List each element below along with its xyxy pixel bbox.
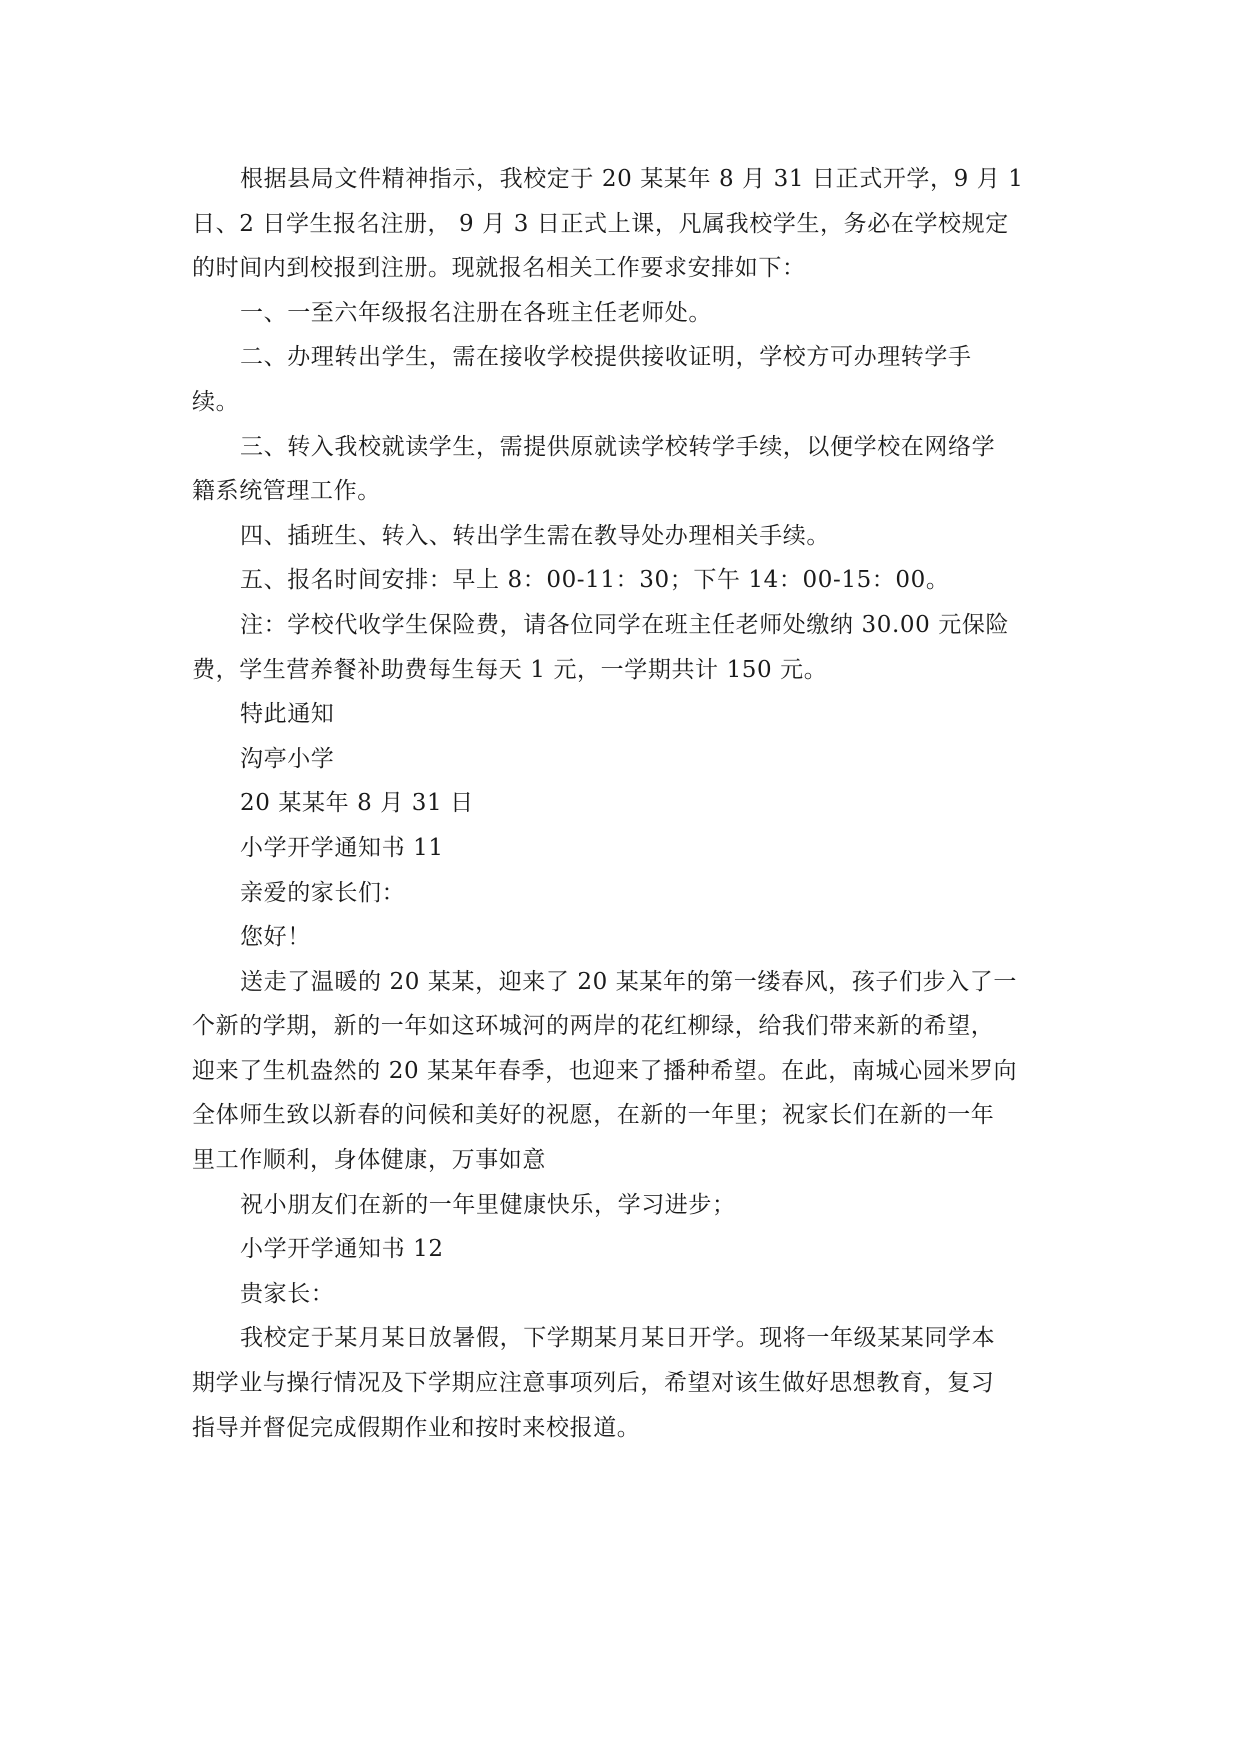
paragraph xyxy=(192,1227,1052,1272)
text-line: 迎来了生机盎然的 20 某某年春季，也迎来了播种希望。在此，南城心园米罗向 xyxy=(192,1057,1018,1084)
paragraph xyxy=(192,1316,1052,1450)
text-line: 注：学校代收学生保险费，请各位同学在班主任老师处缴纳 30.00 元保险 xyxy=(240,611,1010,638)
text-line: 根据县局文件精神指示，我校定于 20 某某年 8 月 31 日正式开学，9 月 1 xyxy=(240,166,1024,192)
text-line: 沟亭小学 xyxy=(240,745,335,772)
text-line: 二、办理转出学生，需在接收学校提供接收证明，学校方可办理转学手 xyxy=(240,344,972,371)
text-line: 小学开学通知书 11 xyxy=(240,834,444,861)
paragraph xyxy=(192,1183,1052,1228)
paragraph xyxy=(192,1272,1052,1317)
text-line: 祝小朋友们在新的一年里健康快乐，学习进步； xyxy=(240,1191,736,1218)
paragraph xyxy=(192,558,1052,603)
text-line: 20 某某年 8 月 31 日 xyxy=(240,790,474,817)
paragraph xyxy=(192,425,1052,514)
text-line: 三、转入我校就读学生，需提供原就读学校转学手续，以便学校在网络学 xyxy=(240,433,996,460)
paragraph xyxy=(192,915,1052,960)
paragraph xyxy=(192,781,1052,826)
text-line: 您好！ xyxy=(240,924,311,951)
text-line: 四、插班生、转入、转出学生需在教导处办理相关手续。 xyxy=(240,522,830,549)
text-line: 期学业与操行情况及下学期应注意事项列后，希望对该生做好思想教育，复习 xyxy=(192,1370,995,1397)
paragraph xyxy=(192,157,1052,291)
paragraph xyxy=(192,335,1052,424)
paragraph xyxy=(192,291,1052,336)
text-line: 我校定于某月某日放暑假，下学期某月某日开学。现将一年级某某同学本 xyxy=(240,1325,996,1352)
text-line: 费，学生营养餐补助费每生每天 1 元，一学期共计 150 元。 xyxy=(192,656,828,683)
text-line: 送走了温暖的 20 某某，迎来了 20 某某年的第一缕春风，孩子们步入了一 xyxy=(240,968,1017,995)
text-line: 亲爱的家长们： xyxy=(240,879,406,906)
text-line: 小学开学通知书 12 xyxy=(240,1236,444,1263)
text-line: 个新的学期，新的一年如这环城河的两岸的花红柳绿，给我们带来新的希望， xyxy=(192,1013,995,1040)
text-line: 指导并督促完成假期作业和按时来校报道。 xyxy=(192,1414,641,1441)
text-line: 贵家长： xyxy=(240,1280,335,1307)
paragraph xyxy=(192,514,1052,559)
paragraph xyxy=(192,871,1052,916)
text-line: 的时间内到校报到注册。现就报名相关工作要求安排如下： xyxy=(192,255,806,282)
paragraph xyxy=(192,826,1052,871)
text-line: 日、2 日学生报名注册， 9 月 3 日正式上课，凡属我校学生，务必在学校规定 xyxy=(192,210,1009,237)
text-line: 特此通知 xyxy=(240,701,335,728)
paragraph xyxy=(192,960,1052,1183)
text-line: 里工作顺利，身体健康，万事如意 xyxy=(192,1147,546,1174)
document-body xyxy=(192,157,1052,1450)
text-line: 全体师生致以新春的问候和美好的祝愿，在新的一年里；祝家长们在新的一年 xyxy=(192,1102,995,1129)
paragraph xyxy=(192,737,1052,782)
paragraph xyxy=(192,603,1052,692)
paragraph xyxy=(192,692,1052,737)
text-line: 续。 xyxy=(192,388,240,415)
text-line: 籍系统管理工作。 xyxy=(192,478,381,505)
text-line: 一、一至六年级报名注册在各班主任老师处。 xyxy=(240,299,712,326)
text-line: 五、报名时间安排：早上 8：00-11：30；下午 14：00-15：00。 xyxy=(240,567,950,594)
